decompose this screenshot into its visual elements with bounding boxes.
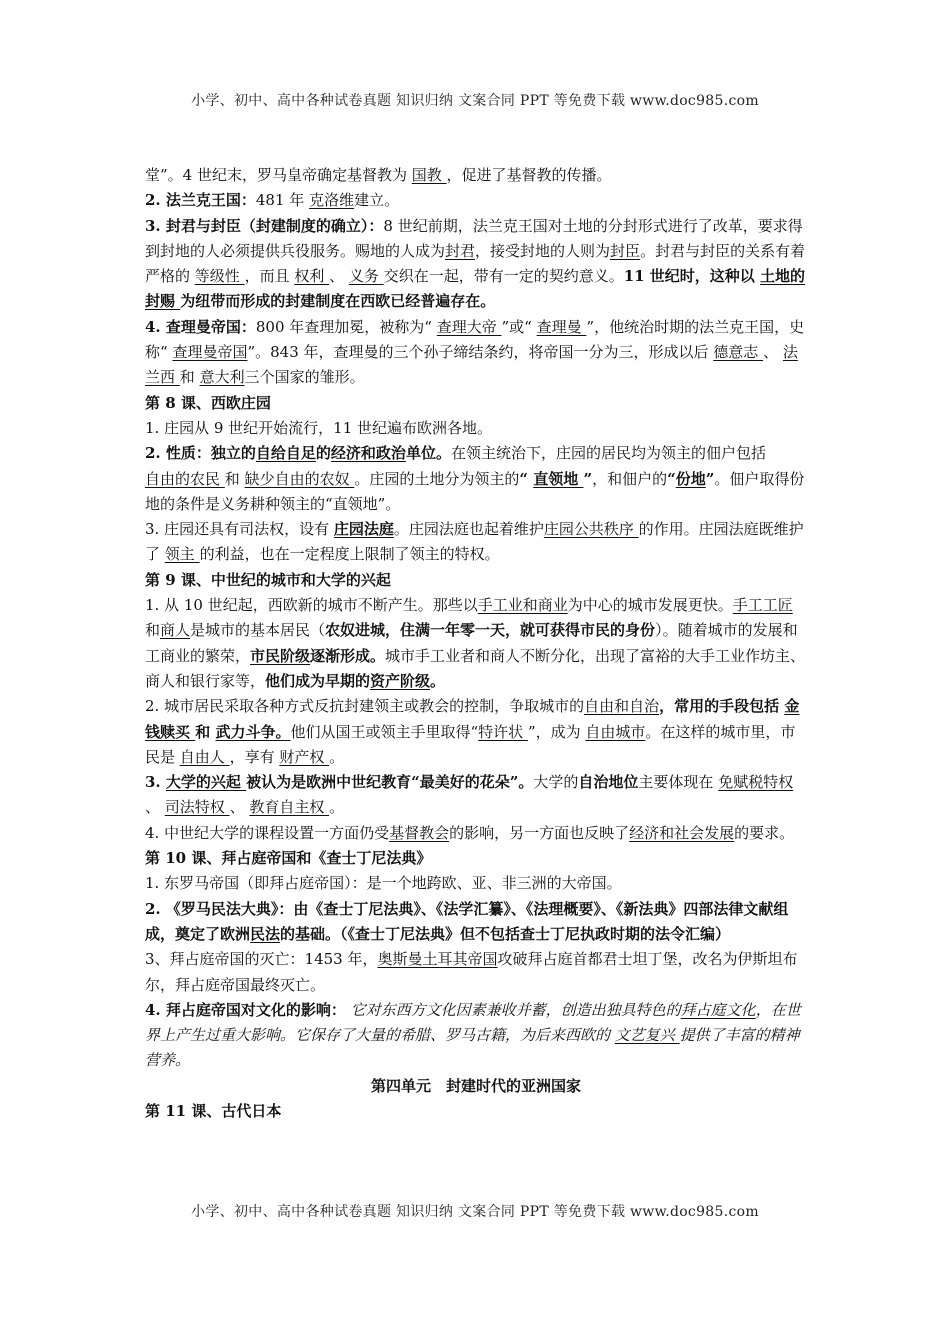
page-footer: 小学、初中、高中各种试卷真题 知识归纳 文案合同 PPT 等免费下载 www.doc985.com [191,1204,759,1220]
text-run: ”，他统治时期的法兰克王国，史称“ [145,317,805,362]
answer-text: 自由城市 [585,722,646,741]
answer-text: 金钱赎买 [145,697,800,741]
text-run: ”。843 年，查理曼的三个孙子缔结条约，将帝国一分为三，形成以后 [247,343,714,362]
text-run: “ [519,469,534,488]
answer-text: 武力斗争。 [215,722,291,741]
text-run: 的要求。 [734,823,795,842]
text-run: 逐渐形成。 [310,646,386,665]
answer-text: 意大利 [199,368,245,387]
answer-text: 资产阶级 [370,671,431,690]
answer-text: 缺少自由的农奴 [244,469,355,488]
text-run: 。庄园法庭也起着维护 [393,520,544,539]
answer-text: 克洛维 [309,191,355,210]
paragraph [145,416,807,441]
answer-text: 自由人 [179,747,230,766]
text-run: 在领主统治下，庄园的居民均为领主的佃户包括 [450,444,766,463]
answer-text: 庄园法庭 [333,520,394,539]
text-run: 。封君与封臣的关系有着严格的 [145,241,806,286]
text-run: 2. 《罗马民法大典》：由《查士丁尼法典》、《法学汇纂》、《法理概要》、《新法典》四部法律文献组成，奠定了欧洲 [145,899,789,943]
paragraph [145,871,807,896]
answer-text: 领主 [164,545,200,564]
paragraph [145,163,807,188]
text-run: ）。随着城市的发展和工商业的繁荣， [145,621,798,665]
text-run: 8 世纪前期，法兰克王国对土地的分封形式进行了改革，要求得到封地的人必须提供兵役服务。赐地的人成为 [145,216,803,260]
text-run: 为纽带而形成的封建制度在西欧已经普遍存在。 [180,292,496,311]
text-run: 是城市的基本居民（ [190,621,326,640]
answer-text: 自给自足 [255,444,316,463]
text-run: 第 8 课、西欧庄园 [145,393,271,412]
text-run: 自治地位 [578,773,639,792]
text-run: ， [659,697,675,716]
text-run: 、 [329,267,349,286]
text-run: ” [705,469,715,488]
paragraph [145,694,807,770]
text-run: 。庄园的土地分为领主的 [354,469,520,488]
text-run: 提供了丰富的精神营养。 [145,1026,800,1070]
text-run: 攻破拜占庭首都君士坦丁堡，改名为伊斯坦布尔，拜占庭帝国最终灭亡。 [145,950,798,994]
answer-text: 经济和政治 [330,444,406,463]
text-run: 、 [145,798,165,817]
text-run: 。 [329,798,345,817]
text-run: 他们从国王或领主手里取得“ [290,722,479,741]
text-run: “ [667,469,676,488]
text-run: ” [583,469,593,488]
text-run: 他们成为早期的 [265,671,371,690]
text-run: 。 [329,747,345,766]
text-run: 单位。 [405,444,451,463]
text-run: 2. 性质：独立的 [145,444,256,463]
paragraph [145,214,807,315]
answer-text: 查理大帝 [436,317,502,336]
text-run: 2. 法兰克王国： [145,191,256,210]
text-run: ”或“ [501,317,537,336]
answer-text: 财产权 [279,747,330,766]
answer-text: 查理曼帝国 [172,343,248,362]
paragraph [145,467,807,518]
text-run: 和 [224,469,245,488]
text-run: 被认为是欧洲中世纪教育“最美好的花朵”。 [246,773,534,792]
paragraph [145,1099,807,1124]
page-header: 小学、初中、高中各种试卷真题 知识归纳 文案合同 PPT 等免费下载 www.doc985.com [191,93,759,109]
answer-text: 商人 [160,621,191,640]
answer-text: 大学的兴起 [165,773,247,792]
text-run: 和 [179,368,200,387]
answer-text: 免赋税特权 [718,773,794,792]
answer-text: 奥斯曼土耳其帝国 [377,950,498,969]
text-run: 3. 封君与封臣（封建制度的确立）： [145,216,384,235]
paragraph [145,947,807,998]
text-run: 农奴进城，住满一年零一天，就可获得市民的身份 [325,621,656,640]
text-run: 的利益，也在一定程度上限制了领主的特权。 [199,545,500,564]
answer-text: 拜占庭文化 [680,1000,756,1019]
text-run: 1. 从 10 世纪起，西欧新的城市不断产生。那些以 [145,596,478,615]
text-run: ，和佃户的 [592,469,668,488]
text-run: ，接受封地的人则为 [475,241,611,260]
text-run: ，促进了基督教的传播。 [446,166,612,184]
answer-text: 自由和自治 [584,697,660,716]
answer-text: 自由的农民 [145,469,225,488]
text-run: 4. 中世纪大学的课程设置一方面仍受 [145,823,390,842]
text-run: 它对东西方文化因素兼收并蓄，创造出独具特色的 [345,1000,681,1019]
paragraph [145,391,807,416]
answer-text: 庄园公共秩序 [543,520,639,539]
answer-text: 封君 [445,241,476,260]
text-run: 、 [229,798,250,817]
paragraph [145,315,807,391]
text-run: 4. 查理曼帝国： [145,317,256,336]
paragraph [145,897,807,948]
answer-text: 特许状 [478,722,528,741]
answer-text: 司法特权 [164,798,230,817]
text-run: 第 10 课、拜占庭帝国和《查士丁尼法典》 [145,849,432,868]
text-run: 4. 拜占庭帝国对文化的影响： [145,1000,346,1019]
text-run: 3、拜占庭帝国的灭亡：1453 年， [145,950,378,969]
answer-text: 市民阶级 [250,646,311,665]
answer-text: 直领地 [533,469,584,488]
paragraph [145,1074,807,1099]
answer-text: 封臣 [610,241,641,260]
text-run: ”，成为 [527,722,586,741]
text-run: 2. 城市居民采取各种方式反抗封建领主或教会的控制，争取城市的 [145,697,585,716]
text-run: ，在世界上产生过重大影响。它保存了大量的希腊、罗马古籍，为后来西欧的 [145,1000,801,1045]
answer-text: 土地的封赐 [145,267,806,311]
text-run: 3. 庄园还具有司法权，设有 [145,520,334,539]
text-run: 的影响，另一方面也反映了 [449,823,630,842]
answer-text: 份地 [675,469,706,488]
text-run: 11 世纪时，这种以 [623,267,761,286]
paragraph [145,441,807,466]
paragraph [145,517,807,568]
text-run: 交织在一起，带有一定的契约意义。 [383,267,624,286]
text-run: 第 11 课、古代日本 [145,1101,282,1120]
answer-text: 德意志 [713,343,764,362]
text-run: 1. 庄园从 9 世纪开始流行，11 世纪遍布欧洲各地。 [145,418,493,437]
answer-text: 等级性 [194,267,245,286]
text-run: 建立。 [354,191,400,210]
answer-text: 查理曼 [536,317,587,336]
answer-text: 权利 [294,267,330,286]
text-run: 800 年查理加冕，被称为“ [255,317,437,336]
text-run: 。在这样的城市里，市民是 [145,722,796,766]
answer-text: 法兰西 [145,343,798,387]
text-run: 主要体现在 [638,773,719,792]
text-run: 的基础。（《查士丁尼法典》但不包括查士丁尼执政时期的法令汇编） [280,924,731,943]
paragraph [145,568,807,593]
text-run: 、 [763,343,783,362]
paragraph [145,846,807,871]
text-run: 的 [315,444,331,463]
answer-text: 手工业和商业 [477,596,568,615]
text-run: 。 [430,671,446,690]
answer-text: 教育自主权 [249,798,330,817]
text-run: 第四单元 封建时代的亚洲国家 [370,1076,581,1095]
text-run: 。佃户取得份地的条件是义务耕种领主的“直领地”。 [145,469,805,513]
document-body [145,163,807,1124]
text-run: 481 年 [255,191,310,210]
answer-text: 经济和社会发展 [629,823,735,842]
text-run: 和 [145,621,161,640]
text-run: ，而且 [244,267,295,286]
text-run: 大学的 [533,773,579,792]
text-run: 1. 东罗马帝国（即拜占庭帝国）：是一个地跨欧、亚、非三洲的大帝国。 [145,874,622,893]
paragraph [145,770,807,821]
paragraph [145,821,807,846]
answer-text: 手工工匠 [732,596,793,615]
text-run: 堂”。4 世纪末，罗马皇帝确定基督教为 [145,166,412,184]
text-run: 3. [145,773,166,792]
paragraph [145,998,807,1074]
answer-text: 国教 [411,166,447,184]
text-run: 常用的手段包括 [674,697,785,716]
paragraph [145,188,807,213]
paragraph [145,593,807,694]
text-run: 的作用。庄园法庭既维护了 [145,520,804,564]
text-run: 三个国家的雏形。 [244,368,365,387]
answer-text: 民法 [250,924,281,943]
text-run: 和 [195,722,216,741]
answer-text: 基督教会 [389,823,450,842]
text-run: 为中心的城市发展更快。 [567,596,733,615]
text-run: 城市手工业者和商人不断分化，出现了富裕的大手工业作坊主、商人和银行家等， [145,646,806,690]
text-run: 第 9 课、中世纪的城市和大学的兴起 [145,570,391,589]
text-run: ，享有 [229,747,280,766]
answer-text: 文艺复兴 [614,1026,680,1045]
answer-text: 义务 [348,267,384,286]
